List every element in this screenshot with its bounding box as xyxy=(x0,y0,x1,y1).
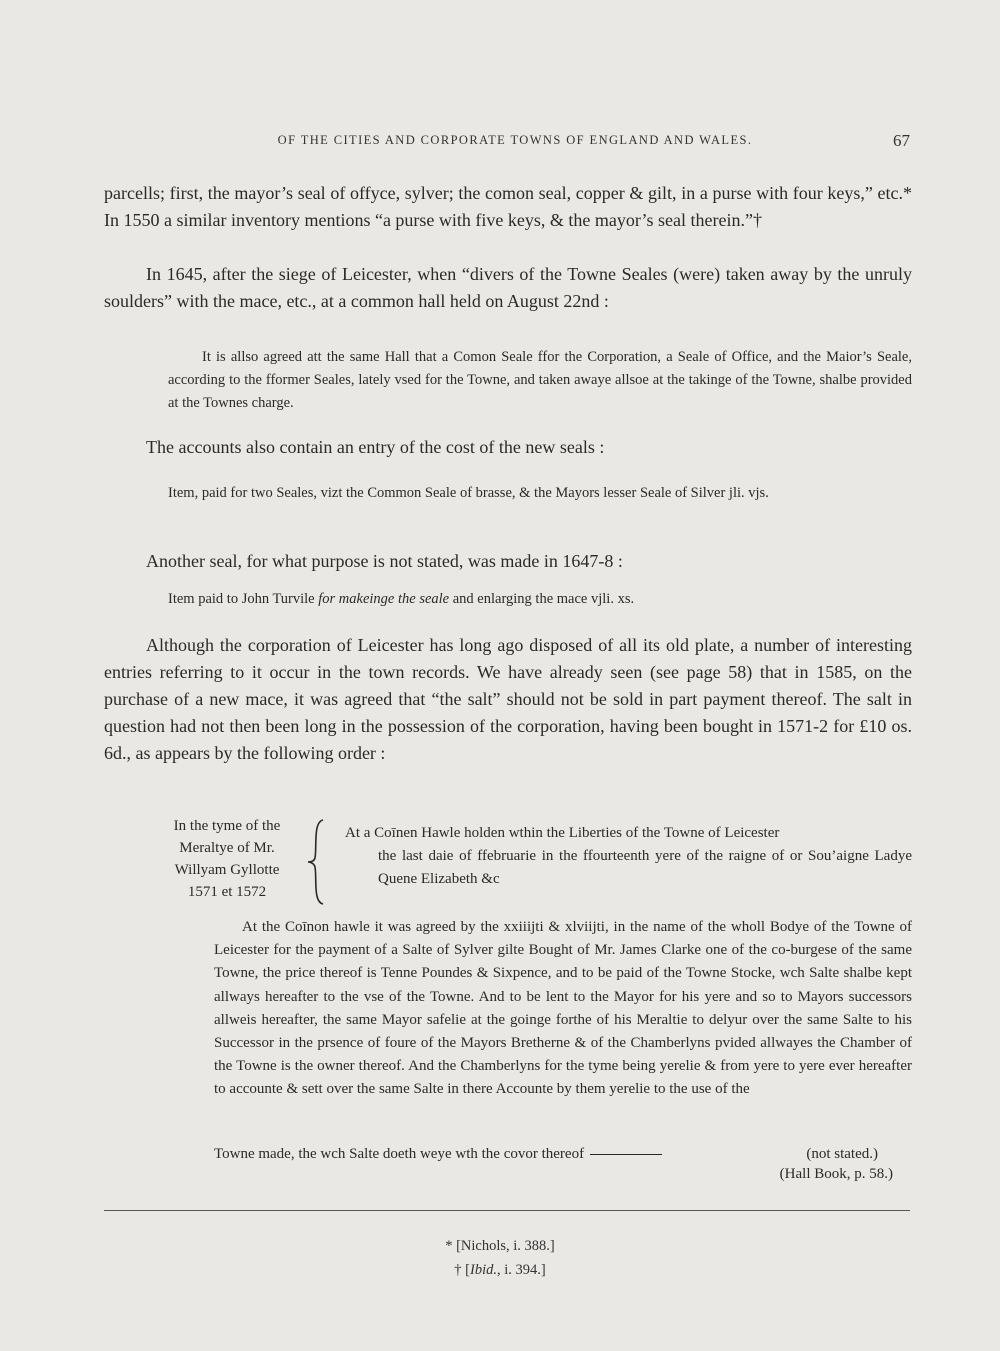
paragraph-accounts: The accounts also contain an entry of the cost of the new seals : xyxy=(146,437,605,457)
paragraph-plate: Although the corporation of Leicester has long ago disposed of all its old plate, a number of interesting entries referring to it occur in the town records. We have already seen (see page 58) that in 1585, on the purchase of a new mace, it was agreed that “the salt” should not be sold in part payment thereof. The salt in question had not then been long in the possession of the corporation, having been bought in 1571-2 for £10 os. 6d., as appears by the following order : xyxy=(104,635,912,763)
footnote-2-b: , i. 394.] xyxy=(496,1262,546,1278)
quote-text-a: Item paid to John Turvile xyxy=(168,591,319,607)
footnote-1: * [Nichols, i. 388.] xyxy=(445,1238,555,1254)
record-last-line: Towne made, the wch Salte doeth weye wth the covor thereof xyxy=(214,1146,585,1162)
footnote-2-a: † [ xyxy=(454,1262,470,1278)
dash-rule xyxy=(590,1154,662,1155)
paragraph-another-seal: Another seal, for what purpose is not stated, was made in 1647-8 : xyxy=(146,551,623,571)
record-heading-line-1: At a Coīnen Hawle holden wthin the Liberties of the Towne of Leicester xyxy=(345,825,780,841)
record-body: At the Coīnon hawle it was agreed by the xxiiijti & xlviijti, in the name of the wholl Bodye of the Towne of Leicester for the payment of a Salte of Sylver gilte Bought of Mr. James Clarke one of the co-burgese of the same Towne, the price thereof is Tenne Poundes & Sixpence, and to be paid of the Towne Stocke, wch Salte shalbe kept allways hereafter to the vse of the Towne. And to be lent to the Mayor for his yere and so to Mayors successors allweis hereafter, the same Mayor safelie at the goinge forthe of his Meraltie to delyur over the same Salte to his Successor in the prsence of foure of the Mayors Bretherne & of the Chamberlyns pvided allwayes the Chamber of the Towne is the owner thereof. And the Chamberlyns for the tyme being yerelie & from yere to yere ever hereafter to accounte & sett over the same Salte in there Accounte by them yerelie to the use of the xyxy=(214,919,912,1098)
side-note-line: In the tyme of the xyxy=(173,818,281,834)
record-citation: (Hall Book, p. 58.) xyxy=(779,1166,893,1182)
footnote-rule xyxy=(104,1210,910,1211)
quote-item-john-turvile xyxy=(168,588,634,611)
quote-text-b: and enlarging the mace vjli. xs. xyxy=(449,591,635,607)
quote-text: It is allso agreed att the same Hall that a Comon Seale ffor the Corporation, a Seale of Office, and the Maior’s Seale, according to the fformer Seales, lately vsed for the Towne, and taken awaye allsoe at the takinge of the Towne, shalbe provided at the Townes charge. xyxy=(168,349,912,411)
curly-brace-icon xyxy=(303,818,331,906)
footnote-2 xyxy=(0,1262,1000,1279)
page-number: 67 xyxy=(893,131,910,150)
side-note-line: 1571 et 1572 xyxy=(187,884,267,900)
paragraph-seals-inventory: parcells; first, the mayor’s seal of offyce, sylver; the comon seal, copper & gilt, in a purse with four keys,” etc.* In 1550 a similar inventory mentions “a purse with five keys, & the mayor’s seal therein.”† xyxy=(104,183,912,230)
not-stated-note: (not stated.) xyxy=(806,1146,878,1162)
paragraph-siege: In 1645, after the siege of Leicester, when “divers of the Towne Seales (were) taken away by the unruly soulders” with the mace, etc., at a common hall held on August 22nd : xyxy=(104,264,912,311)
running-head: OF THE CITIES AND CORPORATE TOWNS OF ENGLAND AND WALES. xyxy=(277,133,753,147)
record-heading xyxy=(345,822,912,891)
footnote-2-italic: Ibid. xyxy=(470,1262,497,1278)
quote-text-italic: for makeinge the seale xyxy=(318,591,450,607)
record-text xyxy=(214,916,912,1102)
quote-common-hall-order xyxy=(168,346,912,415)
record-heading-line-2: the last daie of ffebruarie in the ffourteenth yere of the raigne of or Sou’aigne Ladye Quene Elizabeth &c xyxy=(378,848,912,887)
record-side-note xyxy=(147,815,307,903)
side-note-line: Willyam Gyllotte xyxy=(174,862,280,878)
quote-item-two-seales: Item, paid for two Seales, vizt the Common Seale of brasse, & the Mayors lesser Seale of Silver jli. vjs. xyxy=(168,485,769,501)
record-end-line xyxy=(214,1143,912,1166)
side-note-line: Meraltye of Mr. xyxy=(179,840,275,856)
